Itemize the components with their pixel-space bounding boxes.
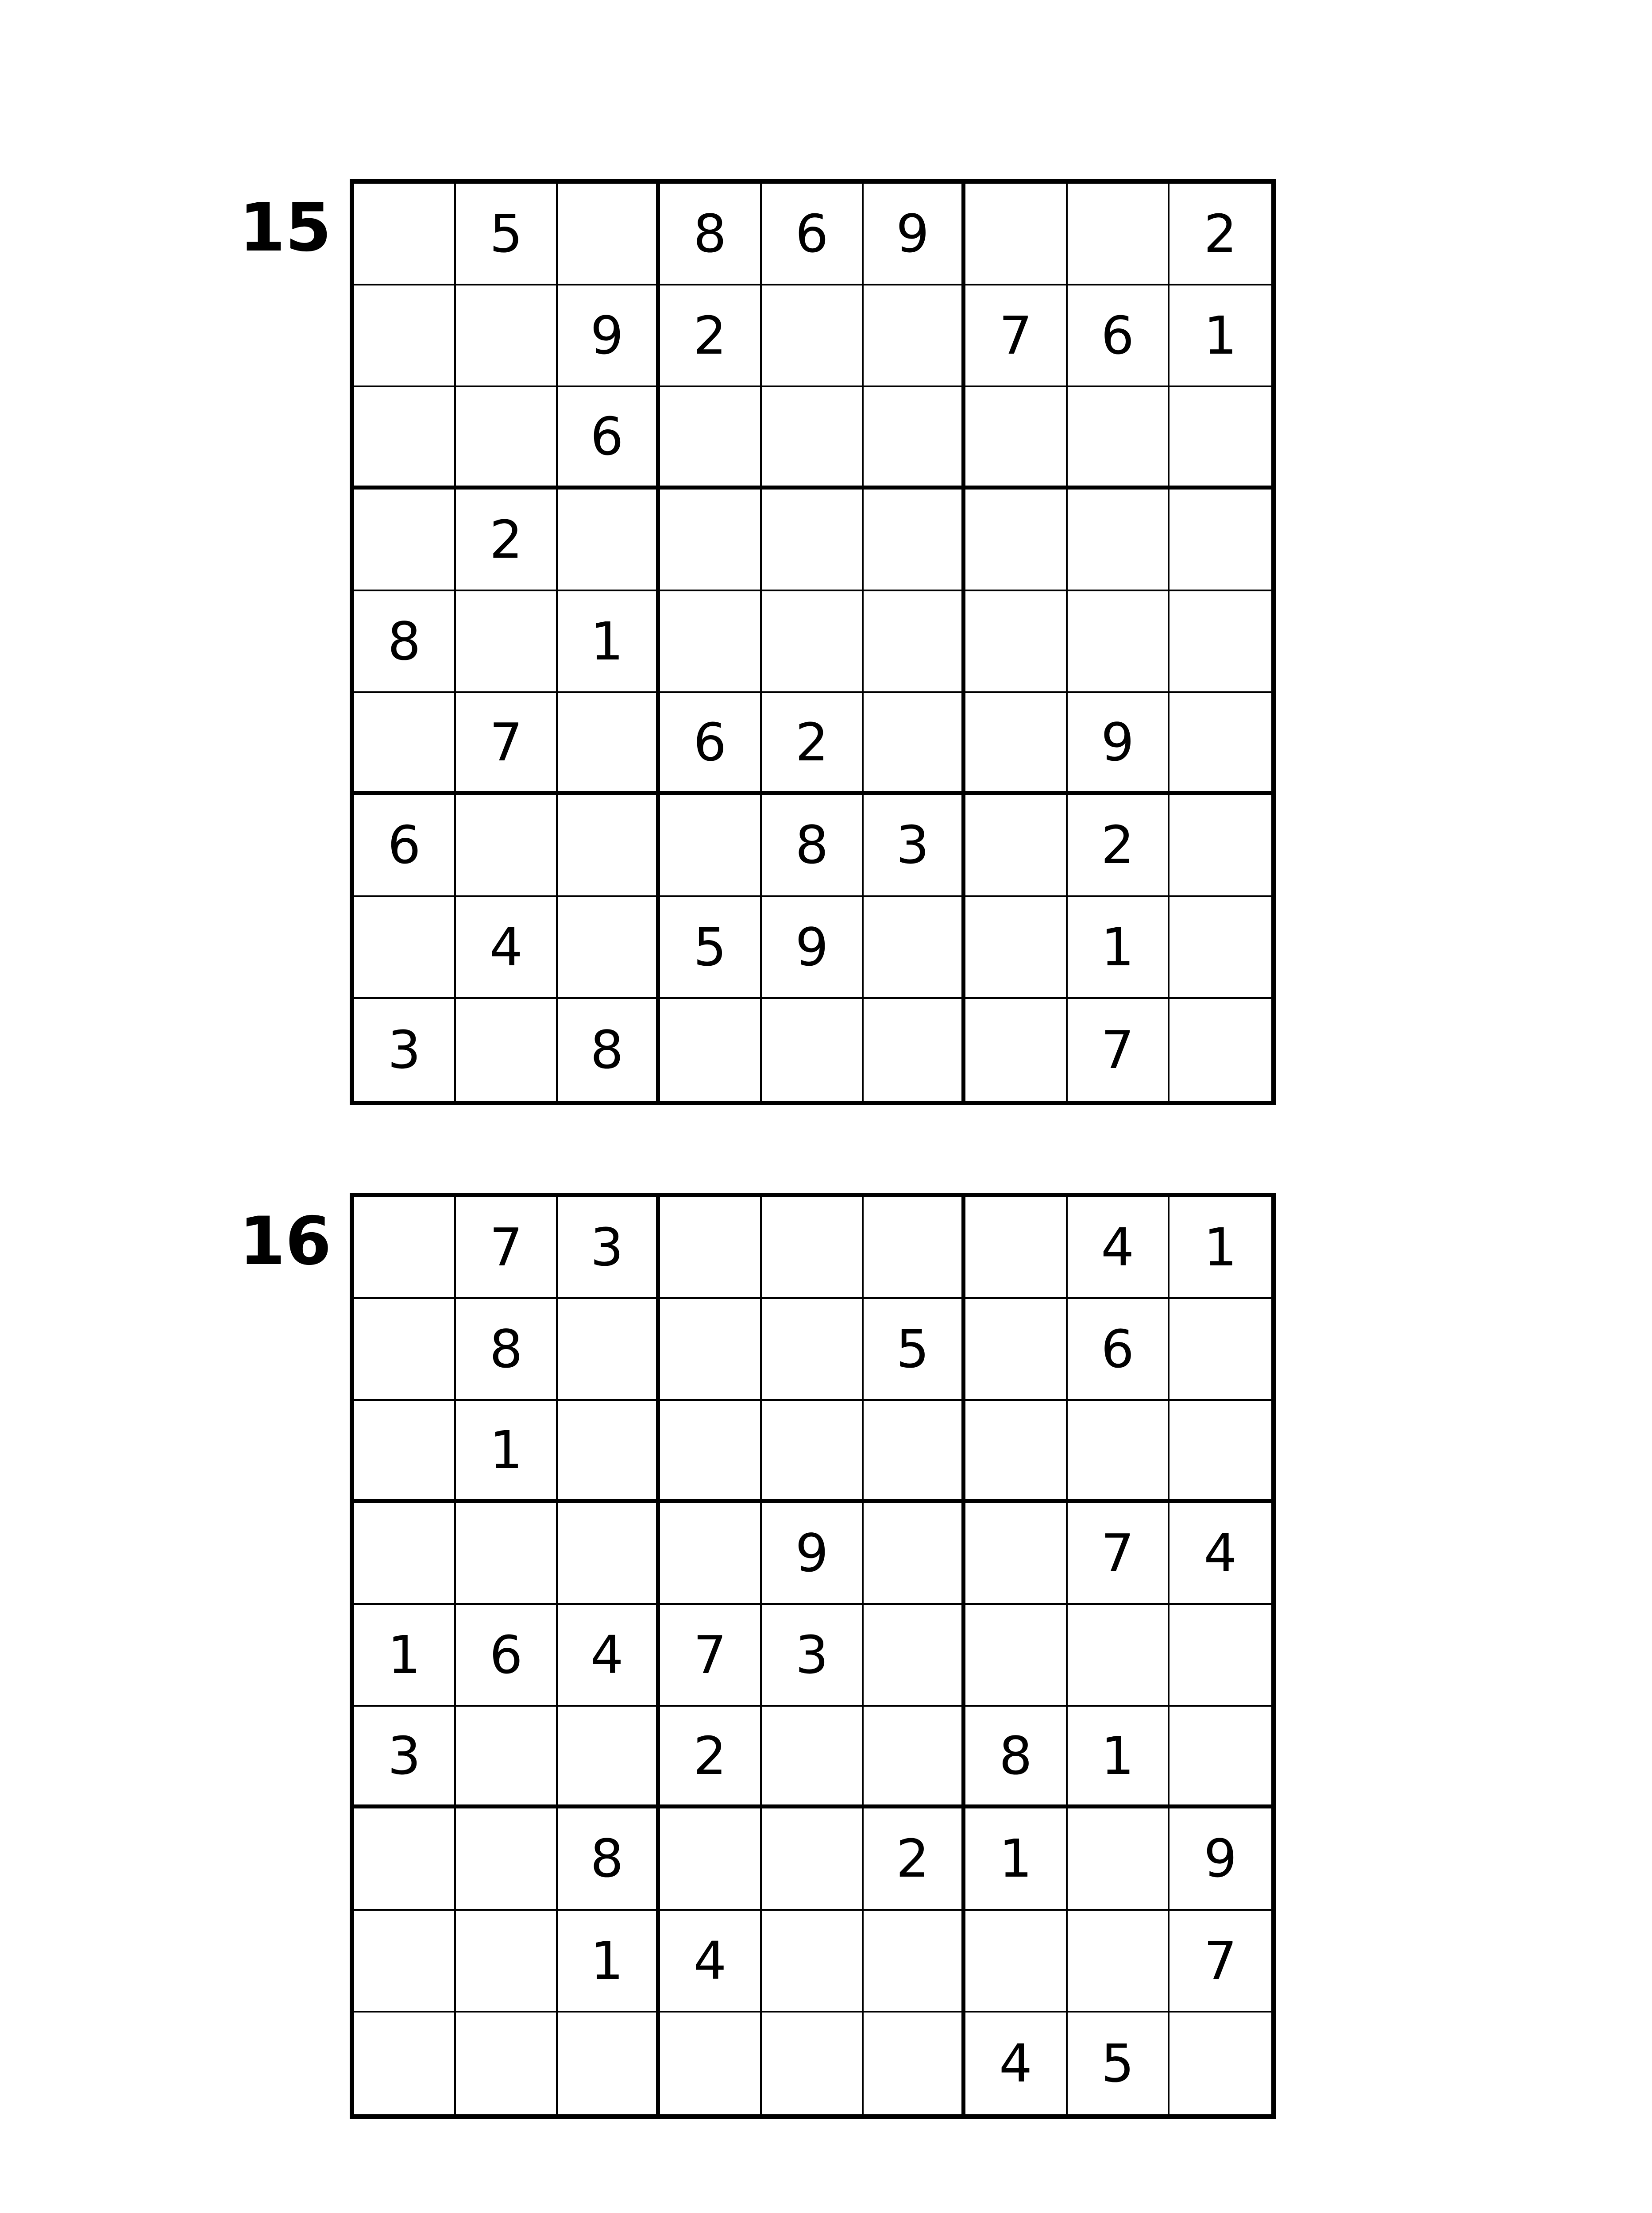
- given-cell: 6: [456, 1605, 558, 1707]
- empty-cell[interactable]: [864, 693, 965, 795]
- given-cell: 3: [558, 1197, 660, 1299]
- given-cell: 1: [1170, 1197, 1271, 1299]
- given-cell: 7: [660, 1605, 762, 1707]
- given-cell: 4: [558, 1605, 660, 1707]
- given-cell: 9: [558, 285, 660, 387]
- empty-cell[interactable]: [660, 1299, 762, 1401]
- empty-cell[interactable]: [864, 490, 965, 591]
- given-cell: 2: [1068, 795, 1170, 897]
- empty-cell[interactable]: [864, 897, 965, 999]
- empty-cell[interactable]: [864, 2013, 965, 2114]
- given-cell: 8: [762, 795, 864, 897]
- given-cell: 3: [354, 999, 456, 1101]
- empty-cell[interactable]: [660, 1401, 762, 1503]
- empty-cell[interactable]: [558, 1401, 660, 1503]
- empty-cell[interactable]: [864, 1707, 965, 1808]
- given-cell: 1: [558, 591, 660, 693]
- empty-cell[interactable]: [354, 1299, 456, 1401]
- empty-cell[interactable]: [1068, 1911, 1170, 2013]
- empty-cell[interactable]: [762, 285, 864, 387]
- empty-cell[interactable]: [354, 897, 456, 999]
- empty-cell[interactable]: [1170, 1299, 1271, 1401]
- empty-cell[interactable]: [762, 999, 864, 1101]
- empty-cell[interactable]: [456, 1503, 558, 1605]
- empty-cell[interactable]: [1068, 1808, 1170, 1910]
- empty-cell[interactable]: [965, 1299, 1067, 1401]
- empty-cell[interactable]: [864, 285, 965, 387]
- given-cell: 3: [864, 795, 965, 897]
- given-cell: 5: [1068, 2013, 1170, 2114]
- empty-cell[interactable]: [965, 1197, 1067, 1299]
- empty-cell[interactable]: [1068, 591, 1170, 693]
- given-cell: 9: [1068, 693, 1170, 795]
- given-cell: 5: [660, 897, 762, 999]
- empty-cell[interactable]: [1170, 999, 1271, 1101]
- empty-cell[interactable]: [762, 1197, 864, 1299]
- empty-cell[interactable]: [864, 1911, 965, 2013]
- given-cell: 3: [762, 1605, 864, 1707]
- given-cell: 2: [762, 693, 864, 795]
- given-cell: 8: [456, 1299, 558, 1401]
- given-cell: 3: [354, 1707, 456, 1808]
- given-cell: 7: [1068, 1503, 1170, 1605]
- empty-cell[interactable]: [1170, 591, 1271, 693]
- given-cell: 4: [965, 2013, 1067, 2114]
- empty-cell[interactable]: [1068, 490, 1170, 591]
- empty-cell[interactable]: [965, 490, 1067, 591]
- empty-cell[interactable]: [354, 1401, 456, 1503]
- empty-cell[interactable]: [456, 1808, 558, 1910]
- empty-cell[interactable]: [660, 999, 762, 1101]
- empty-cell[interactable]: [965, 591, 1067, 693]
- given-cell: 2: [660, 285, 762, 387]
- given-cell: 2: [1170, 184, 1271, 285]
- empty-cell[interactable]: [864, 387, 965, 489]
- given-cell: 8: [965, 1707, 1067, 1808]
- given-cell: 6: [1068, 285, 1170, 387]
- empty-cell[interactable]: [965, 1401, 1067, 1503]
- empty-cell[interactable]: [864, 1503, 965, 1605]
- given-cell: 6: [558, 387, 660, 489]
- empty-cell[interactable]: [456, 1911, 558, 2013]
- given-cell: 1: [1068, 1707, 1170, 1808]
- empty-cell[interactable]: [864, 1605, 965, 1707]
- given-cell: 7: [1068, 999, 1170, 1101]
- sudoku-grid: [350, 1193, 1276, 2119]
- empty-cell[interactable]: [965, 1911, 1067, 2013]
- empty-cell[interactable]: [660, 1808, 762, 1910]
- empty-cell[interactable]: [1068, 387, 1170, 489]
- empty-cell[interactable]: [1068, 1605, 1170, 1707]
- empty-cell[interactable]: [965, 1503, 1067, 1605]
- empty-cell[interactable]: [965, 1605, 1067, 1707]
- empty-cell[interactable]: [558, 184, 660, 285]
- empty-cell[interactable]: [456, 795, 558, 897]
- empty-cell[interactable]: [965, 795, 1067, 897]
- empty-cell[interactable]: [1170, 2013, 1271, 2114]
- given-cell: 1: [965, 1808, 1067, 1910]
- empty-cell[interactable]: [762, 591, 864, 693]
- empty-cell[interactable]: [965, 387, 1067, 489]
- puzzle-number: 15: [239, 189, 332, 266]
- empty-cell[interactable]: [660, 1503, 762, 1605]
- empty-cell[interactable]: [762, 387, 864, 489]
- empty-cell[interactable]: [762, 490, 864, 591]
- given-cell: 4: [456, 897, 558, 999]
- empty-cell[interactable]: [660, 795, 762, 897]
- empty-cell[interactable]: [1170, 1401, 1271, 1503]
- given-cell: 1: [456, 1401, 558, 1503]
- empty-cell[interactable]: [1170, 693, 1271, 795]
- given-cell: 7: [965, 285, 1067, 387]
- empty-cell[interactable]: [456, 999, 558, 1101]
- empty-cell[interactable]: [864, 591, 965, 693]
- empty-cell[interactable]: [354, 1911, 456, 2013]
- empty-cell[interactable]: [354, 490, 456, 591]
- given-cell: 2: [456, 490, 558, 591]
- given-cell: 1: [558, 1911, 660, 2013]
- empty-cell[interactable]: [558, 897, 660, 999]
- empty-cell[interactable]: [1170, 897, 1271, 999]
- given-cell: 9: [864, 184, 965, 285]
- empty-cell[interactable]: [762, 1707, 864, 1808]
- empty-cell[interactable]: [354, 1808, 456, 1910]
- empty-cell[interactable]: [1170, 1605, 1271, 1707]
- empty-cell[interactable]: [1170, 795, 1271, 897]
- given-cell: 7: [1170, 1911, 1271, 2013]
- empty-cell[interactable]: [660, 1197, 762, 1299]
- empty-cell[interactable]: [456, 285, 558, 387]
- given-cell: 9: [762, 1503, 864, 1605]
- empty-cell[interactable]: [965, 693, 1067, 795]
- empty-cell[interactable]: [965, 184, 1067, 285]
- given-cell: 8: [558, 1808, 660, 1910]
- given-cell: 4: [660, 1911, 762, 2013]
- given-cell: 6: [762, 184, 864, 285]
- empty-cell[interactable]: [456, 2013, 558, 2114]
- empty-cell[interactable]: [1068, 1401, 1170, 1503]
- empty-cell[interactable]: [1068, 184, 1170, 285]
- given-cell: 7: [456, 693, 558, 795]
- empty-cell[interactable]: [558, 1299, 660, 1401]
- empty-cell[interactable]: [965, 999, 1067, 1101]
- empty-cell[interactable]: [1170, 1707, 1271, 1808]
- empty-cell[interactable]: [1170, 490, 1271, 591]
- given-cell: 4: [1170, 1503, 1271, 1605]
- given-cell: 8: [660, 184, 762, 285]
- empty-cell[interactable]: [558, 1707, 660, 1808]
- empty-cell[interactable]: [558, 2013, 660, 2114]
- empty-cell[interactable]: [456, 591, 558, 693]
- puzzle-number: 16: [239, 1203, 332, 1280]
- sudoku-grid: [350, 179, 1276, 1105]
- empty-cell[interactable]: [456, 1707, 558, 1808]
- given-cell: 1: [354, 1605, 456, 1707]
- given-cell: 4: [1068, 1197, 1170, 1299]
- empty-cell[interactable]: [354, 184, 456, 285]
- empty-cell[interactable]: [354, 1503, 456, 1605]
- given-cell: 9: [1170, 1808, 1271, 1910]
- given-cell: 8: [354, 591, 456, 693]
- empty-cell[interactable]: [762, 1401, 864, 1503]
- empty-cell[interactable]: [354, 285, 456, 387]
- empty-cell[interactable]: [1170, 387, 1271, 489]
- empty-cell[interactable]: [864, 999, 965, 1101]
- empty-cell[interactable]: [558, 795, 660, 897]
- empty-cell[interactable]: [660, 387, 762, 489]
- empty-cell[interactable]: [864, 1401, 965, 1503]
- empty-cell[interactable]: [864, 1197, 965, 1299]
- empty-cell[interactable]: [354, 1197, 456, 1299]
- given-cell: 2: [660, 1707, 762, 1808]
- given-cell: 1: [1170, 285, 1271, 387]
- empty-cell[interactable]: [762, 1808, 864, 1910]
- given-cell: 5: [864, 1299, 965, 1401]
- empty-cell[interactable]: [456, 387, 558, 489]
- given-cell: 7: [456, 1197, 558, 1299]
- given-cell: 5: [456, 184, 558, 285]
- given-cell: 9: [762, 897, 864, 999]
- empty-cell[interactable]: [354, 387, 456, 489]
- empty-cell[interactable]: [354, 693, 456, 795]
- empty-cell[interactable]: [660, 490, 762, 591]
- empty-cell[interactable]: [354, 2013, 456, 2114]
- empty-cell[interactable]: [660, 2013, 762, 2114]
- empty-cell[interactable]: [558, 693, 660, 795]
- given-cell: 6: [354, 795, 456, 897]
- empty-cell[interactable]: [762, 1911, 864, 2013]
- given-cell: 8: [558, 999, 660, 1101]
- given-cell: 2: [864, 1808, 965, 1910]
- given-cell: 6: [660, 693, 762, 795]
- empty-cell[interactable]: [762, 2013, 864, 2114]
- empty-cell[interactable]: [558, 1503, 660, 1605]
- given-cell: 6: [1068, 1299, 1170, 1401]
- empty-cell[interactable]: [762, 1299, 864, 1401]
- empty-cell[interactable]: [660, 591, 762, 693]
- empty-cell[interactable]: [965, 897, 1067, 999]
- given-cell: 1: [1068, 897, 1170, 999]
- empty-cell[interactable]: [558, 490, 660, 591]
